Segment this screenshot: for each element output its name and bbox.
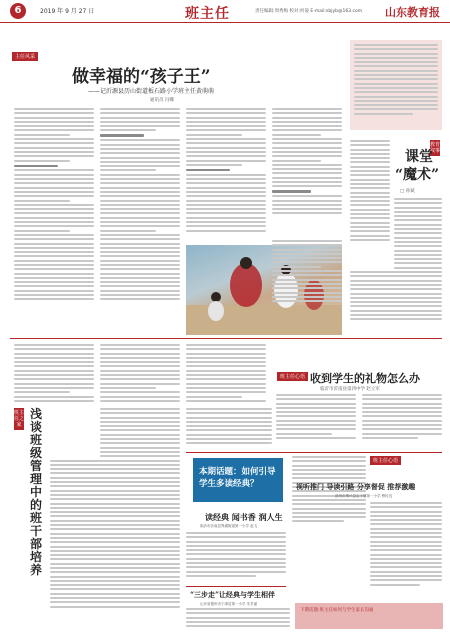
three-steps-byline: 山东省德州市宁津县第一小学 朱芳丽 <box>200 602 258 606</box>
editors-line: 责任编辑:周秀梅 校对:何晏 E-mail:sbjyb@163.com <box>255 9 363 14</box>
left-lower-title: 浅谈班级管理中的班干部培养 <box>30 407 43 577</box>
three-steps-column <box>186 608 290 630</box>
lead-column-4 <box>272 108 342 233</box>
gift-column-1 <box>276 394 356 444</box>
lower-divider <box>186 452 442 453</box>
gift-column-left <box>186 408 272 448</box>
guide-tag: 班主任心语 <box>370 456 401 465</box>
classics-byline: 临沂市沂南县界湖街道第一小学 赵飞 <box>200 524 258 528</box>
left-lower-column-top <box>14 344 94 404</box>
section-divider <box>10 338 442 339</box>
feature-tag: 教育叙事 <box>430 142 441 154</box>
feature-column-wide <box>350 198 442 336</box>
topic-title: 本期话题：如何引导学生多读经典？ <box>199 467 276 489</box>
left-lower-column-top3 <box>186 344 266 404</box>
lead-column-3 <box>186 108 266 243</box>
newspaper-logo: 山东教育报 <box>385 6 440 19</box>
feature-byline: □ 孙斌 <box>400 189 415 194</box>
lead-byline: 通讯员 冯娜 <box>150 98 174 103</box>
feature-title-part1: 课堂 <box>405 149 433 165</box>
three-steps-divider <box>186 586 286 587</box>
classics-column-2 <box>292 456 366 591</box>
guide-byline: 滨州市博兴县店子镇第一小学 穆传良 <box>335 494 393 498</box>
gift-byline: 临沂市沂南县第四中学 赵立军 <box>320 387 380 392</box>
three-steps-title: “三步走”让经典与学生相伴 <box>190 590 276 599</box>
guide-column <box>370 502 442 600</box>
gift-column-2 <box>362 394 442 444</box>
right-sidebar-box <box>350 40 442 130</box>
issue-date: 2019 年 9 月 27 日 <box>40 8 95 15</box>
classics-column-1 <box>186 532 286 582</box>
page-number: 6 <box>10 3 26 19</box>
lead-tag: 主任风采 <box>12 52 38 61</box>
next-topic-text: 下期话题:班主任如何与学生家长沟通 <box>300 608 374 613</box>
left-lower-column-top2 <box>100 344 180 404</box>
lead-column-4b <box>272 240 342 335</box>
next-topic-banner <box>295 603 443 629</box>
section-title: 班主任 <box>185 6 230 22</box>
topic-box <box>193 458 283 502</box>
gift-tag: 班主任心语 <box>277 372 308 381</box>
left-lower-tag: 班主任之家 <box>14 410 25 428</box>
lead-column-2 <box>100 108 180 333</box>
lead-subtitle: ——记沂源县历山街道板石路小学班主任黄萌萌 <box>88 88 215 95</box>
lead-title: 做幸福的“孩子王” <box>72 67 211 87</box>
gift-title: 收到学生的礼物怎么办 <box>310 372 420 385</box>
guide-title: 视听推门 导读引路 分享督促 推荐激趣 <box>296 482 416 491</box>
left-lower-body <box>50 408 180 628</box>
feature-title-part2: “魔术” <box>395 167 440 183</box>
lead-column-1 <box>14 108 94 333</box>
classics-title: 读经典 闻书香 润人生 <box>205 512 283 522</box>
